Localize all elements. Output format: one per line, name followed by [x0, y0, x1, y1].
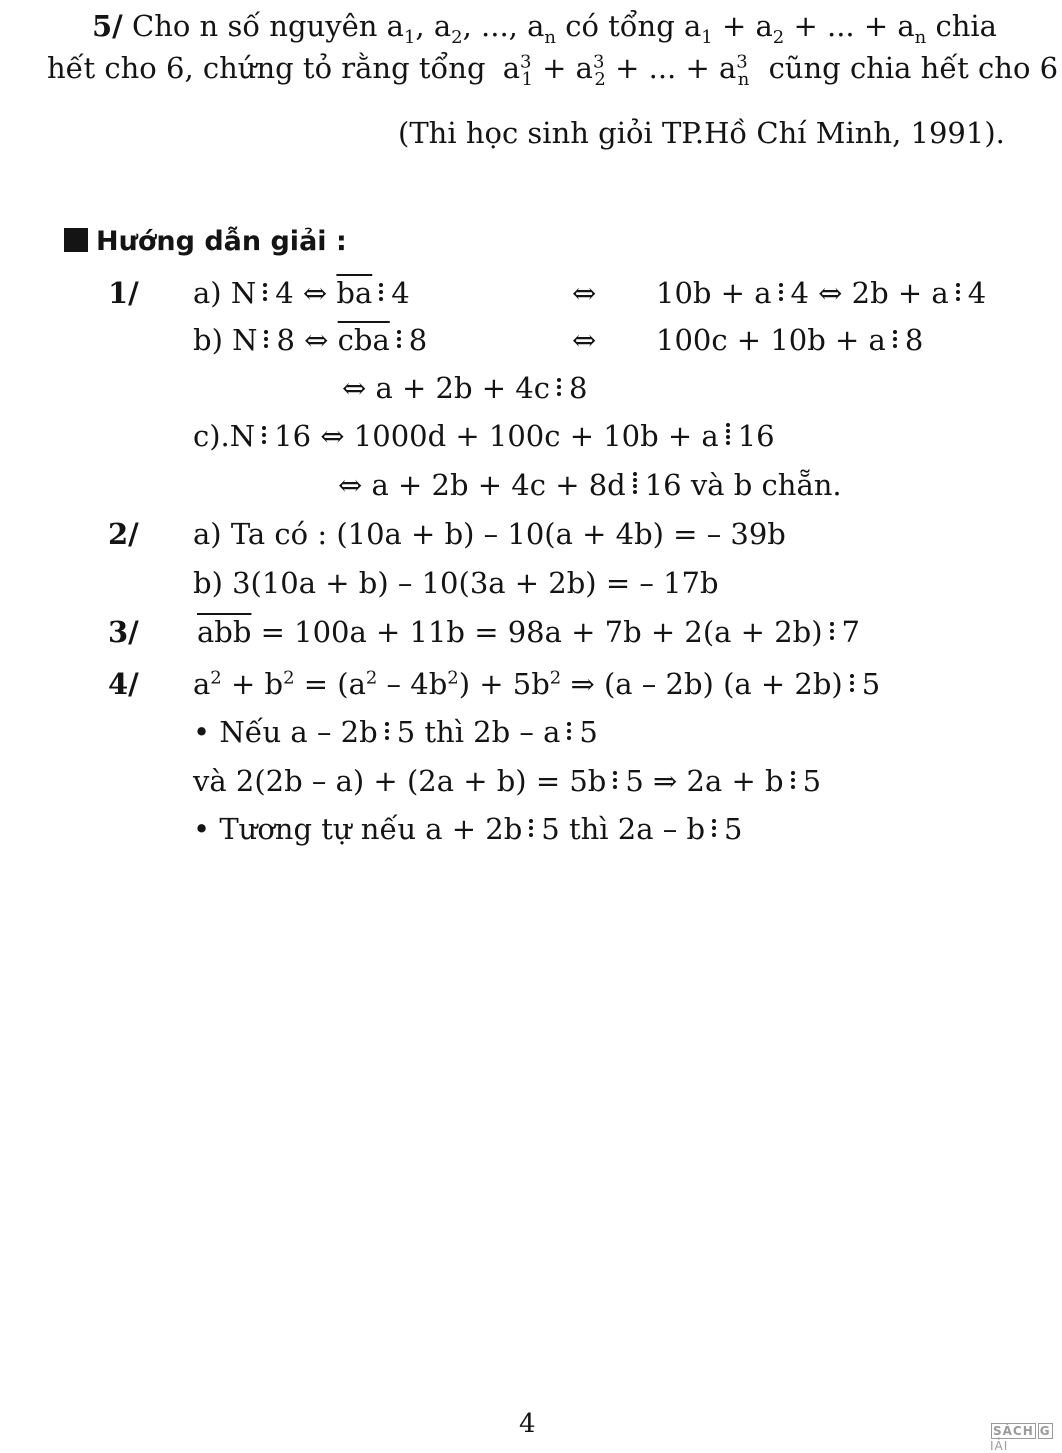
problem-number: 5/	[92, 9, 123, 43]
solution-4-bullet-2: • Tương tự nếu a + 2b 5 thì 2a – b 5	[193, 812, 743, 846]
solution-1-number: 1/	[108, 276, 139, 310]
solution-2-number: 2/	[108, 517, 139, 551]
solution-3: $\overline{abb} = 100a + 11b = 98a + 7b + 2(a + 2b)$ 7	[197, 615, 860, 649]
solution-1b-iff: ⇔	[572, 323, 597, 357]
solution-heading: Hướng dẫn giải :	[64, 222, 347, 260]
solution-1c-cont: ⇔ a + 2b + 4c + 8d 16 và b chẵn.	[338, 468, 842, 502]
solution-4-line-1: $a^2 + b^2 = (a^2 - 4b^2) + 5b^2$ ⇒ (a – 2b) (a + 2b) 5	[193, 667, 881, 701]
solution-1a-right: 10b + a 4 ⇔ 2b + a 4	[656, 276, 987, 310]
problem-5-line-1: 5/ Cho n số nguyên $a_1$, $a_2$, ..., $a_n$ có tổng $a_1 + a_2$ + ... + $a_n$ chia	[92, 9, 997, 48]
solution-1b: b) N 8 ⇔ $\overline{cba}$ 8	[193, 323, 428, 357]
solution-4-bullet-1: • Nếu a – 2b 5 thì 2b – a 5	[193, 715, 598, 749]
solution-4-number: 4/	[108, 667, 139, 701]
solution-1b-cont: ⇔ a + 2b + 4c 8	[342, 371, 588, 405]
page-number: 4	[519, 1409, 536, 1439]
solution-2a: a) Ta có : (10a + b) – 10(a + 4b) = – 39b	[193, 517, 786, 551]
problem-5-line-2: hết cho 6, chứng tỏ rằng tổng $a^3_1 + a^3_2$ + ... + $a^3_n$ cũng chia hết cho 6	[47, 51, 1059, 90]
watermark-logo: SÁCH GIẢI	[990, 1424, 1051, 1453]
solution-1a-iff: ⇔	[572, 276, 597, 310]
square-bullet-icon	[64, 228, 88, 252]
solution-1b-right: 100c + 10b + a 8	[656, 323, 924, 357]
solution-2b: b) 3(10a + b) – 10(3a + 2b) = – 17b	[193, 566, 719, 600]
problem-source: (Thi học sinh giỏi TP.Hồ Chí Minh, 1991).	[398, 116, 1005, 150]
solution-1c: c).N 16 ⇔ 1000d + 100c + 10b + a 16	[193, 419, 775, 453]
solution-4-and: và 2(2b – a) + (2a + b) = 5b 5 ⇒ 2a + b 5	[193, 764, 822, 798]
solution-3-number: 3/	[108, 615, 139, 649]
solution-1a: a) N 4 ⇔ $\overline{ba}$ 4	[193, 276, 410, 310]
